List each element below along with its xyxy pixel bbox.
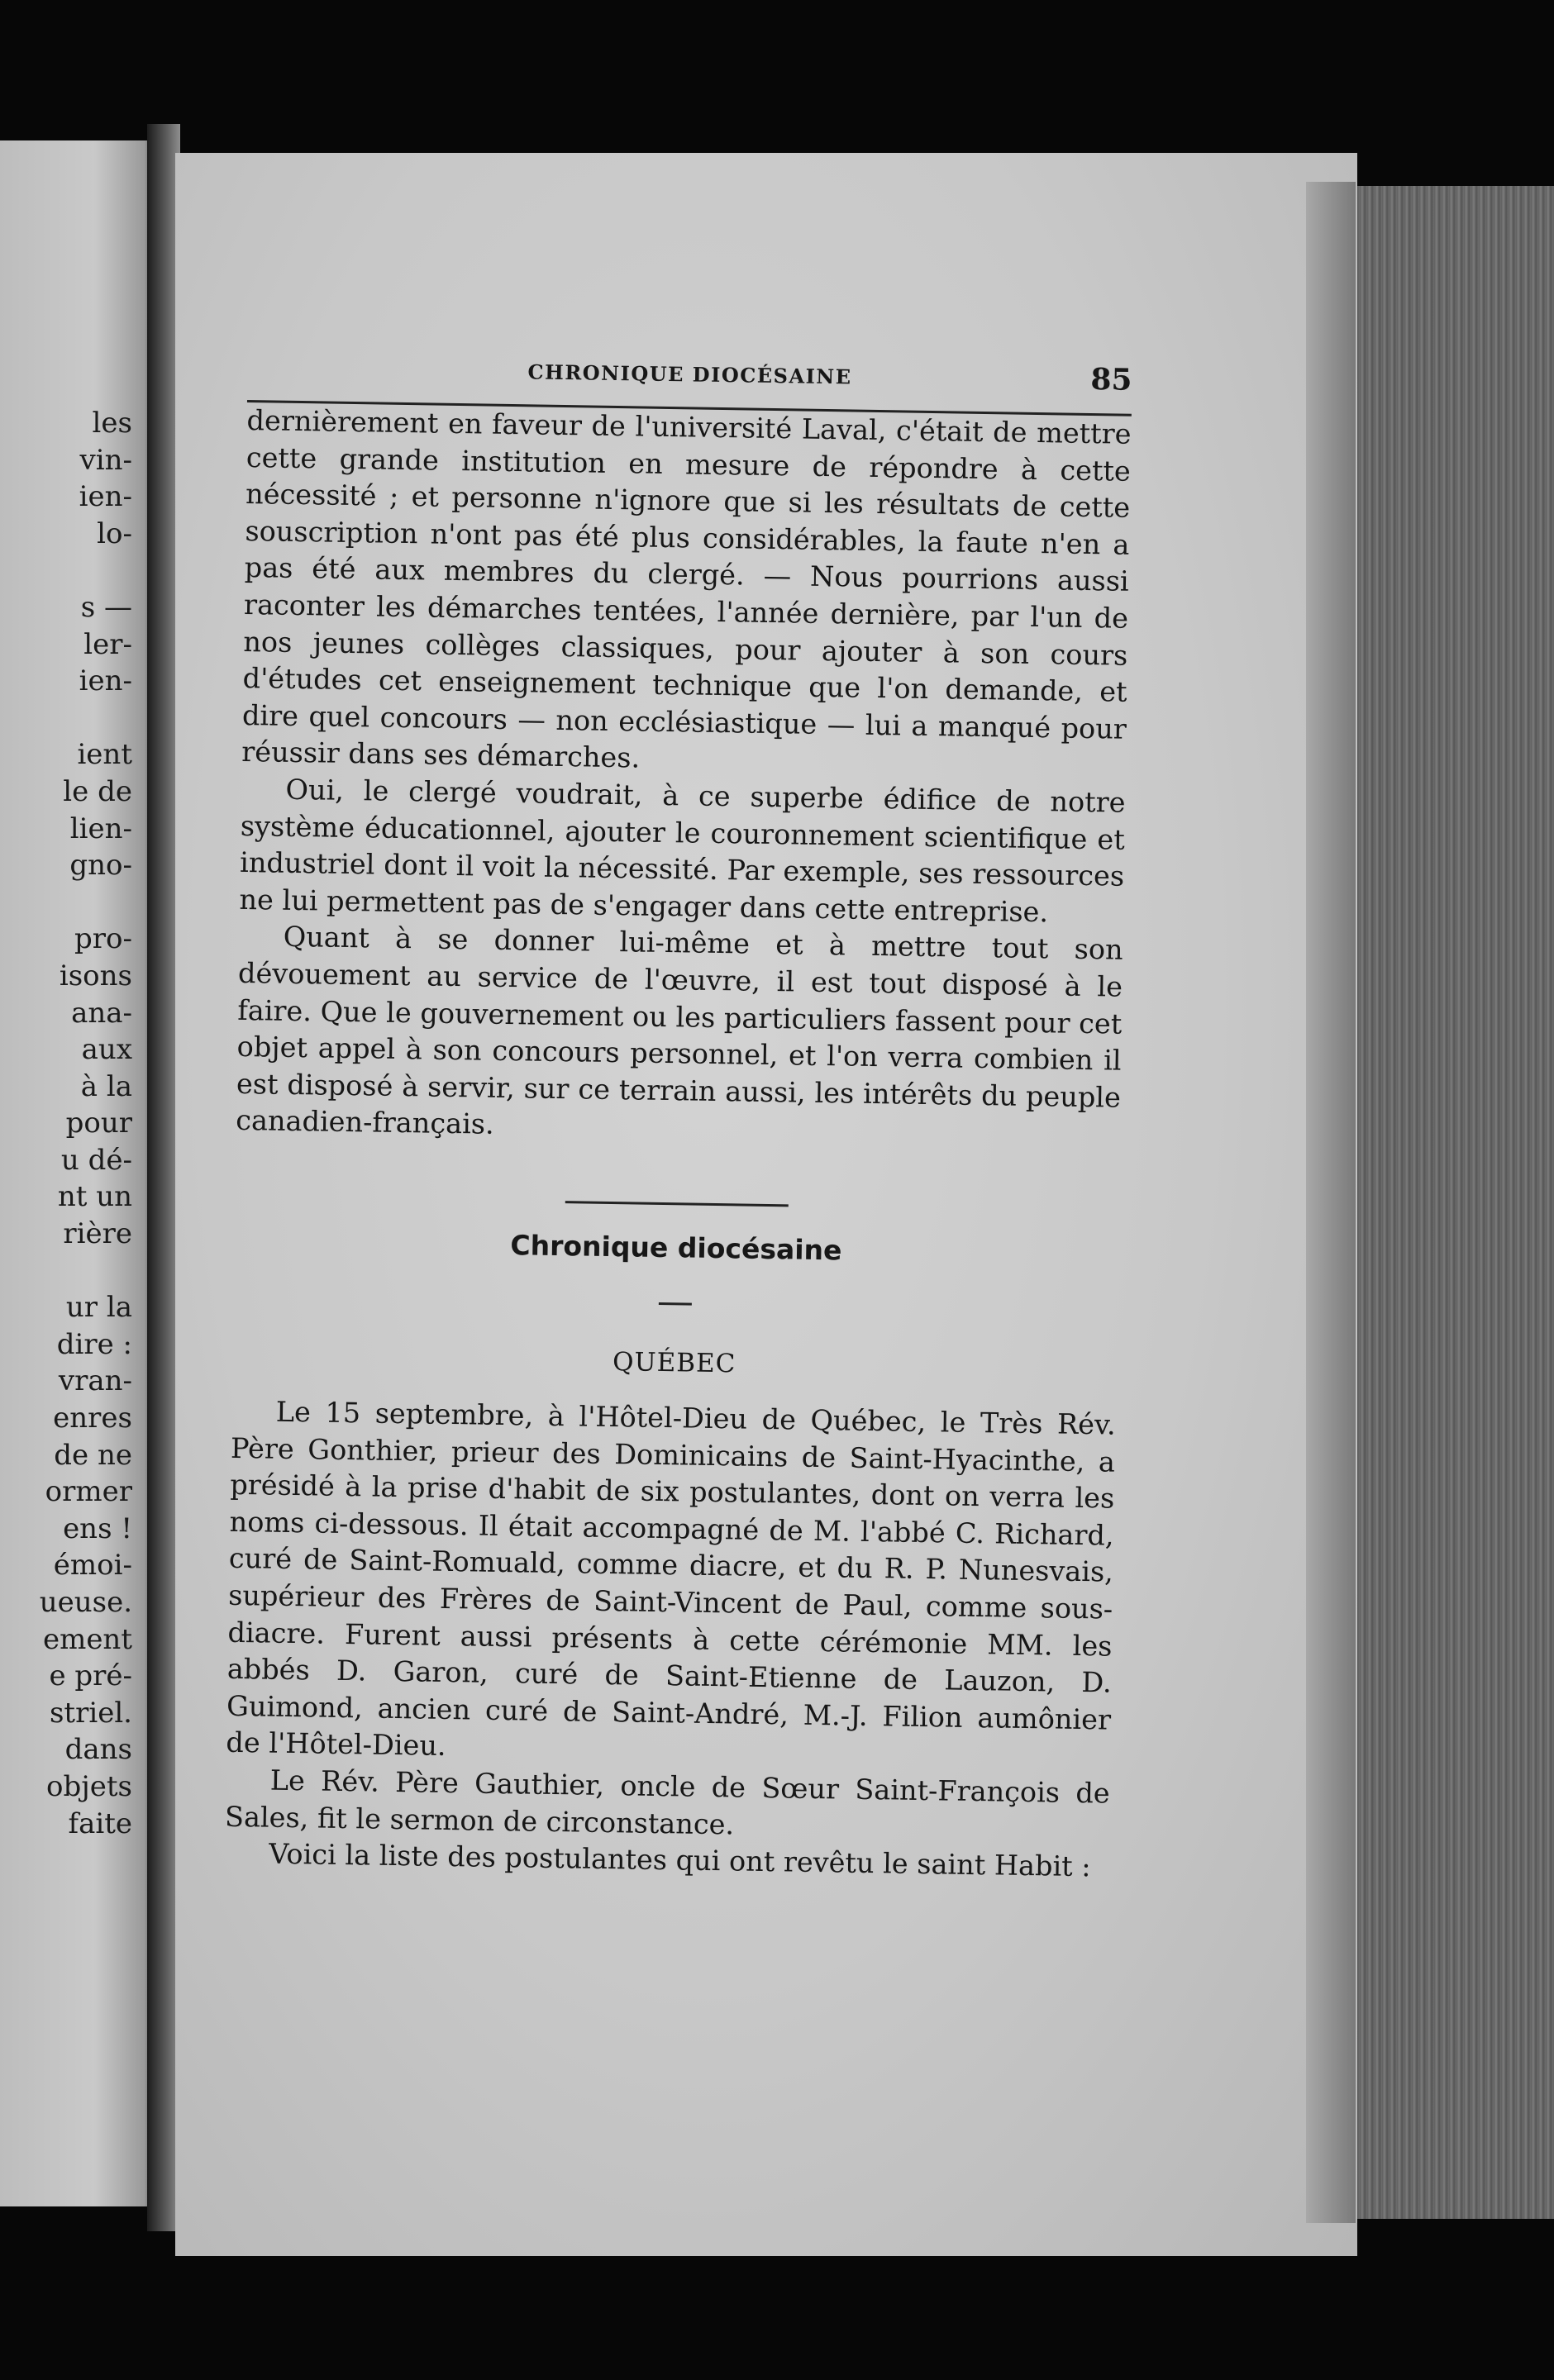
previous-page-line: [0, 700, 132, 737]
previous-page-line: dans: [64, 1733, 132, 1767]
previous-page-line: ient: [77, 738, 132, 772]
previous-page-line: ueuse.: [39, 1586, 132, 1619]
page-block-edges: [1323, 186, 1554, 2219]
previous-page-line: e pré-: [49, 1659, 132, 1693]
title-dash: [659, 1302, 692, 1306]
section-paragraph-1: Le 15 septembre, à l'Hôtel-Dieu de Québec, le Très Rév. Père Gonthier, prieur des Dominicains de Saint-Hyacinthe, a présidé à la prise d'habit de six postulantes, dont on verra les noms ci-dessous. Il était accompagné de M. l'abbé C. Richard, curé de Saint-Romuald, comme diacre, et du R. P. Nunesvais, supérieur des Frères de Saint-Vincent de Paul, comme sous-diacre. Furent aussi présents à cette cérémonie MM. les abbés D. Garon, curé de Saint-Etienne de Lauzon, D. Guimond, ancien curé de Saint-André, M.-J. Filion aumônier de l'Hôtel-Dieu.: [226, 1395, 1116, 1763]
previous-page-line: à la: [80, 1069, 132, 1103]
previous-page-line: vran-: [58, 1364, 132, 1398]
body-paragraph-1: dernièrement en faveur de l'université Laval, c'était de mettre cette grande institution en mesure de répondre à cette nécessité ; et personne n'ignore que si les résultats de cette souscription n'ont pas été plus considérables, la faute n'en a pas été aux membres du clergé. — Nous pourrions aussi raconter les démarches tentées, l'année dernière, par l'un de nos jeunes collèges classiques, pour ajouter à son cours d'études cet enseignement technique que l'on demande, et dire quel concours — non ecclésiastique — lui a manqué pour réussir dans ses démarches.: [241, 403, 1132, 774]
previous-page-line: pour: [65, 1107, 132, 1140]
previous-page-line: faite: [68, 1806, 132, 1840]
previous-page-line: s —: [80, 590, 132, 624]
running-title: CHRONIQUE DIOCÉSAINE: [527, 359, 852, 389]
previous-page-line: de ne: [54, 1438, 132, 1472]
body-paragraph-3: Quant à se donner lui-même et à mettre tout son dévouement au service de l'œuvre, il est tout disposé à le faire. Que le gouvernement ou les particuliers fassent pour cet objet appel à son concours personnel, et l'on verra combien il est disposé à servir, sur ce terrain aussi, les intérêts du peuple canadien-français.: [235, 921, 1123, 1141]
previous-page-line: aux: [81, 1033, 132, 1067]
previous-page-line: ormer: [45, 1475, 132, 1509]
previous-page-line: striel.: [49, 1696, 132, 1730]
previous-page-line: ens !: [63, 1511, 132, 1545]
section-paragraph-3: Voici la liste des postulantes qui ont revêtu le saint Habit :: [269, 1837, 1091, 1883]
previous-page-line: pro-: [74, 922, 132, 956]
previous-page-line: objets: [45, 1769, 132, 1803]
section-paragraph-2: Le Rév. Père Gauthier, oncle de Sœur Saint-François de Sales, fit le sermon de circonstance.: [224, 1764, 1110, 1841]
previous-page-line: enres: [53, 1402, 132, 1435]
section-divider: [565, 1201, 789, 1207]
previous-page-line: u dé-: [60, 1143, 132, 1177]
previous-page-line: dire :: [56, 1327, 132, 1361]
previous-page-line: ien-: [79, 480, 132, 514]
previous-page-text: [0, 405, 132, 1842]
previous-page-line: émoi-: [53, 1549, 132, 1583]
previous-page-fragment: [0, 140, 157, 2206]
previous-page-line: [0, 552, 132, 589]
body-paragraph-2: Oui, le clergé voudrait, à ce superbe édifice de notre système éducationnel, ajouter le couronnement scientifique et industriel dont il voit la nécessité. Par exemple, ses ressources ne lui permettent pas de s'engager dans cette entreprise.: [239, 773, 1126, 929]
previous-page-line: isons: [59, 959, 132, 992]
previous-page-line: vin-: [79, 443, 132, 477]
previous-page-line: lo-: [97, 516, 132, 550]
previous-page-line: ler-: [83, 627, 132, 661]
page-content: [224, 347, 1132, 1886]
page-number: 85: [1090, 362, 1132, 397]
article-body: [224, 402, 1132, 1886]
previous-page-line: lien-: [69, 812, 132, 845]
section-subheading: QUÉBEC: [612, 1347, 736, 1379]
page-edge-shadow: [1306, 182, 1356, 2223]
previous-page-line: [0, 1253, 132, 1290]
previous-page-line: ana-: [71, 996, 132, 1030]
previous-page-line: ement: [42, 1622, 132, 1656]
previous-page-line: [0, 884, 132, 921]
section-title: Chronique diocésaine: [510, 1228, 842, 1267]
previous-page-line: ien-: [79, 664, 132, 698]
previous-page-line: les: [92, 407, 132, 440]
previous-page-line: gno-: [69, 849, 132, 883]
previous-page-line: nt un: [57, 1180, 132, 1214]
previous-page-line: le de: [63, 774, 132, 808]
previous-page-line: ur la: [65, 1291, 132, 1325]
previous-page-line: rière: [63, 1217, 132, 1251]
